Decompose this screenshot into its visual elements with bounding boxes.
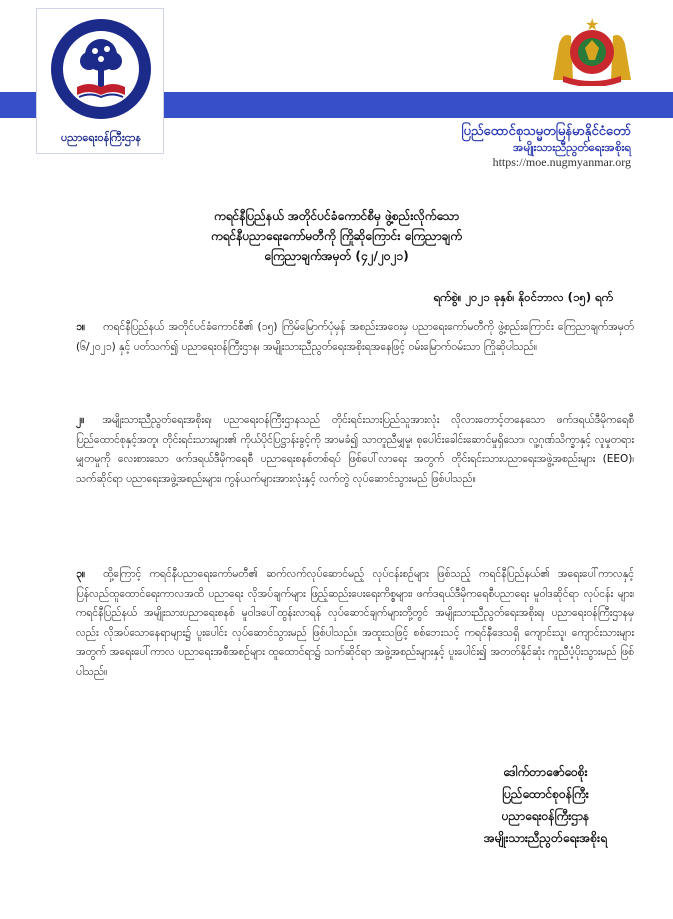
state-emblem-icon xyxy=(549,14,635,86)
title-line: ကရင်နီပညာရေးကော်မတီကို ကြိုဆိုကြောင်း ကြေညာချက် xyxy=(210,229,463,243)
paragraph-number: ၁။ xyxy=(76,321,86,333)
svg-text:★: ★ xyxy=(585,15,600,34)
signatory-title: ပြည်ထောင်စုဝန်ကြီး xyxy=(502,787,589,801)
signatory-name: ဒေါက်တာဇော်ဝေစိုး xyxy=(503,765,588,779)
paragraph-3 xyxy=(76,565,634,683)
ministry-seal-icon xyxy=(49,15,153,125)
paragraph-number: ၂။ xyxy=(76,414,85,426)
ministry-name: ပြည်ထောင်စုသမ္မတမြန်မာနိုင်ငံတော် xyxy=(461,124,631,139)
title-line: ကရင်နီပြည်နယ် အတိုင်ပင်ခံကောင်စီမှ ဖွဲ့စည်းလိုက်သော xyxy=(213,209,460,223)
announcement-title xyxy=(150,206,523,266)
paragraph-text: ကရင်နီပြည်နယ် အတိုင်ပင်ခံကောင်စီ၏ (၁၅) ကြိမ်မြောက်ပုံမှန် အစည်းအဝေးမှ ပညာရေးကော်မတီကို ဖွဲ့စည်းကြောင်း ကြေညာချက်အမှတ် (၆/၂၀၂၁) နှင့် ပတ်သက်၍ ပညာရေးဝန်ကြီးဌာန၊ အမျိုးသားညီညွတ်ရေးအစိုးရအနေဖြင့် ဝမ်းမြောက်ဝမ်းသာ ကြိုဆိုပါသည်။ xyxy=(76,321,634,353)
announcement-date: ရက်စွဲ။ ၂၀၂၁ ခုနှစ်၊ နိုဝင်ဘာလ (၁၅) ရက် xyxy=(433,290,613,304)
ministry-logo xyxy=(36,8,164,154)
paragraph-text: ထို့ကြောင့် ကရင်နီပညာရေးကော်မတီ၏ ဆက်လက်လုပ်ဆောင်မည့် လုပ်ငန်းစဉ်များ ဖြစ်သည့် ကရင်နီပြည်နယ်၏ အရေးပေါ်ကာလနှင့် ပြန်လည်ထူထောင်ရေးကာလအထိ ပညာရေး လိုအပ်ချက်များ ဖြည့်ဆည်းပေးရေးကိစ္စများ၊ ဖက်ဒရယ်ဒီမိုကရေစီပညာရေး မူဝါဒဆိုင်ရာ လုပ်ငန်း များ၊ ကရင်နီပြည်နယ် အမျိုးသားပညာရေးစနစ် မူဝါဒပေါ်ထွန်းလာရန် လုပ်ဆောင်ချက်များတို့တွင် အမျိုးသားညီညွတ်ရေးအစိုးရ၊ ပညာရေးဝန်ကြီးဌာနမှလည်း လိုအပ်သောနေရာများ၌ ပူးပေါင်း လုပ်ဆောင်သွားမည် ဖြစ်ပါသည်။ အထူးသဖြင့် စစ်ဘေးသင့် ကရင်နီဒေသရှိ ကျောင်းသူ၊ ကျောင်းသားများအတွက် အရေးပေါ်ကာလ ပညာရေးအစီအစဉ်များ ထူထောင်ရာ၌ သက်ဆိုင်ရာ အဖွဲ့အစည်းများနှင့် ပူးပေါင်း၍ အတတ်နိုင်ဆုံး ကူညီပံ့ပိုးသွားမည် ဖြစ်ပါသည်။ xyxy=(76,568,634,678)
paragraph-text: အမျိုးသားညီညွတ်ရေးအစိုးရ၊ ပညာရေးဝန်ကြီးဌာနသည် တိုင်းရင်းသားပြည်သူအားလုံး လိုလားတောင့်တနေသော ဖက်ဒရယ်ဒီမိုကရေစီပြည်ထောင်စုနှင့်အတူ၊ တိုင်းရင်းသားများ၏ ကိုယ်ပိုင်ပြဋ္ဌာန်းခွင့်ကို အာမခံ၍ သာတူညီမျှမှု၊ စုပေါင်းခေါင်းဆောင်မှုရှိသော၊ လူ့ဂုဏ်သိက္ခာနှင့် လူမှုတရားမျှတမှုကို လေးစားသော ဖက်ဒရယ်ဒီမိုကရေစီ ပညာရေးစနစ်တစ်ရပ် ဖြစ်ပေါ်လာရေး အတွက် တိုင်းရင်းသားပညာရေးအဖွဲ့အစည်းများ (EEO)၊ သက်ဆိုင်ရာ ပညာရေးအဖွဲ့အစည်းများ၊ ကွန်ယက်များအားလုံးနှင့် လက်တွဲ လုပ်ဆောင်သွားမည် ဖြစ်ပါသည်။ xyxy=(76,414,634,485)
ministry-url[interactable]: https://moe.nugmyanmar.org xyxy=(492,155,631,169)
ministry-header xyxy=(461,124,631,170)
signatory-ministry: ပညာရေးဝန်ကြီးဌာန xyxy=(501,809,590,823)
signature-block xyxy=(484,761,607,849)
logo-caption: ပညာရေးဝန်ကြီးဌာန xyxy=(60,131,142,144)
signatory-government: အမျိုးသားညီညွတ်ရေးအစိုးရ xyxy=(483,831,607,845)
announcement-number: ကြေညာချက်အမှတ် (၄၂/၂၀၂၁) xyxy=(264,249,409,263)
svg-text:★: ★ xyxy=(124,68,133,78)
paragraph-number: ၃။ xyxy=(76,568,86,580)
paragraph-2 xyxy=(76,411,634,489)
svg-text:★: ★ xyxy=(71,68,80,78)
paragraph-1 xyxy=(76,318,634,357)
government-name: အမျိုးသားညီညွတ်ရေးအစိုးရ xyxy=(512,140,631,154)
